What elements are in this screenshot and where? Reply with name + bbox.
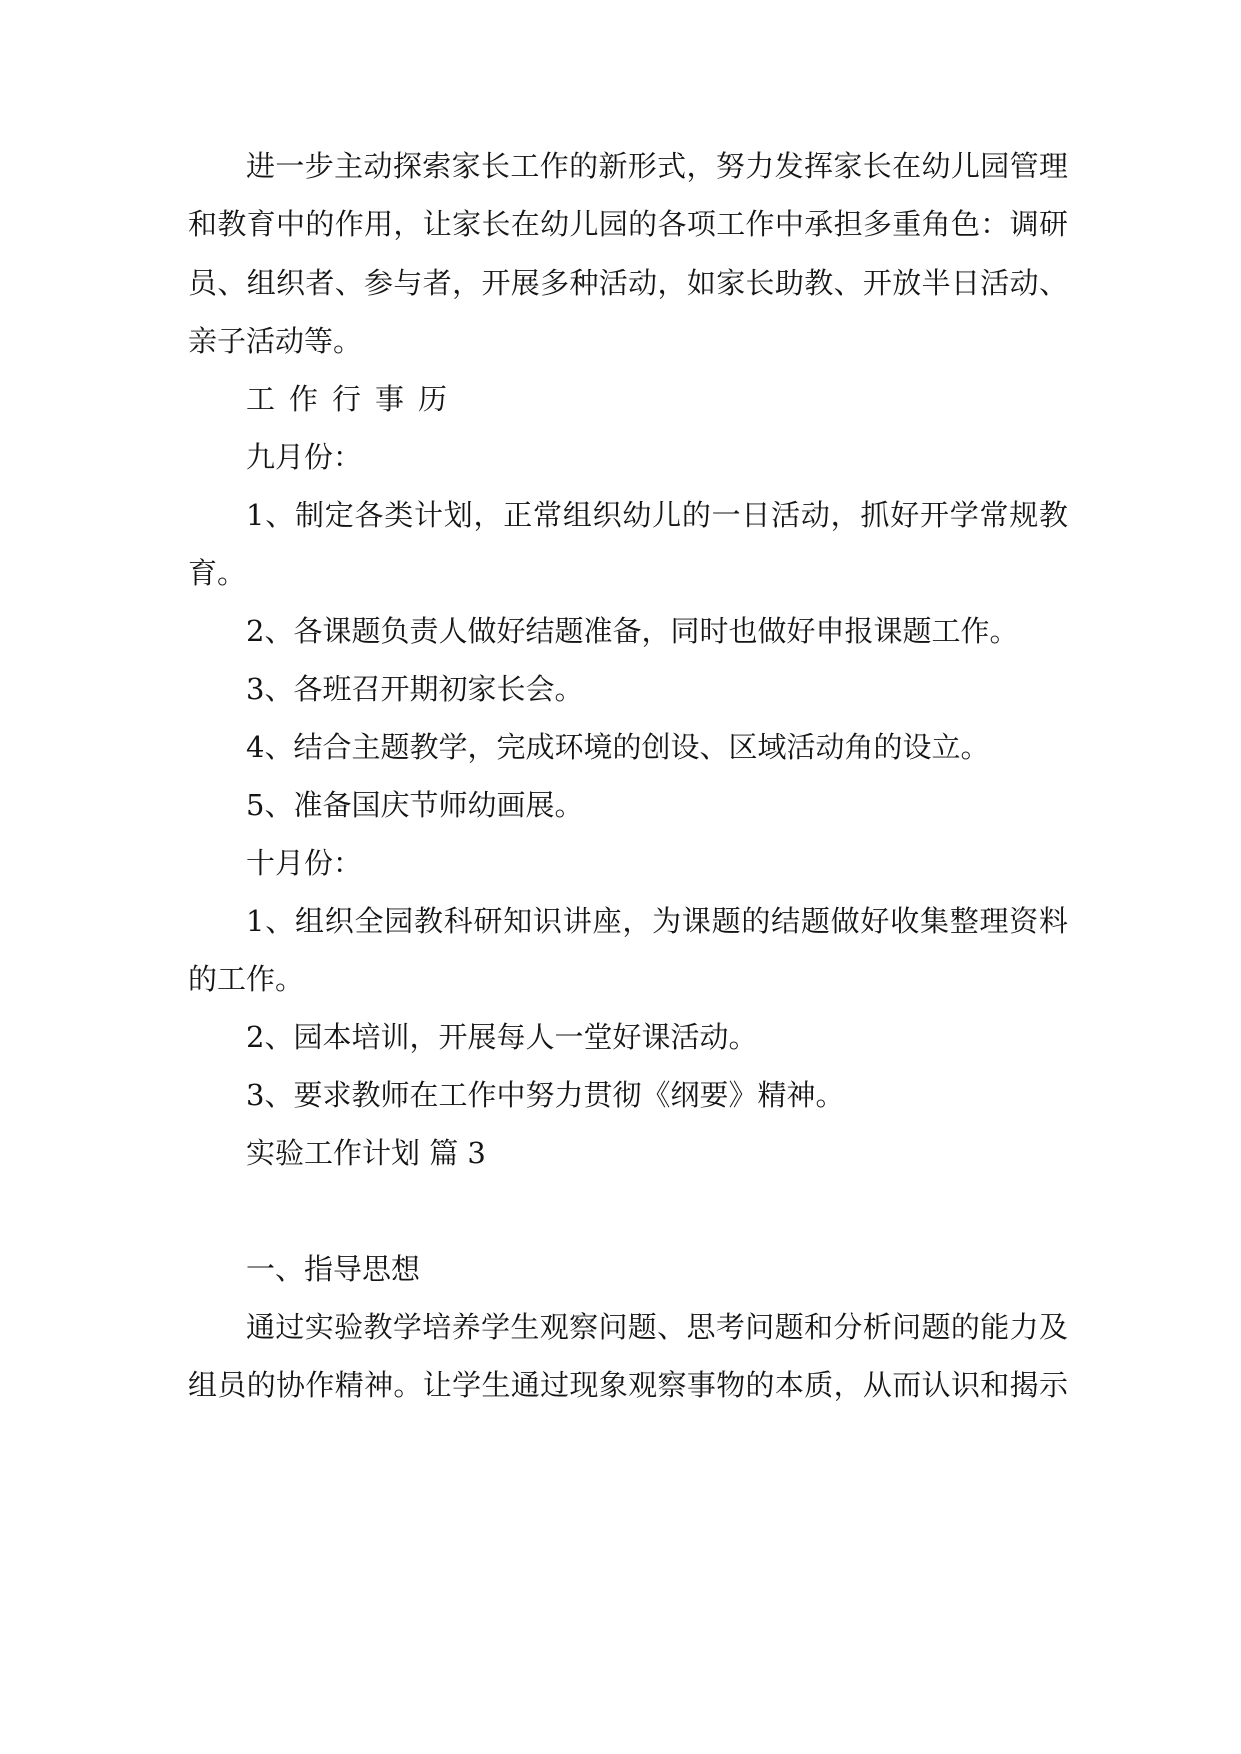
october-item-3: 3、要求教师在工作中努力贯彻《纲要》精神。 [246,1078,845,1112]
october-item-2: 2、园本培训，开展每人一堂好课活动。 [246,1020,758,1054]
october-item-1-cont: 的工作。 [188,962,305,996]
october-item-1: 1、组织全园教科研知识讲座，为课题的结题做好收集整理资料 [246,904,1068,938]
september-item-2: 2、各课题负责人做好结题准备，同时也做好申报课题工作。 [246,614,1019,648]
guiding-paragraph-line-2: 组员的协作精神。让学生通过现象观察事物的本质，从而认识和揭示 [188,1368,1068,1402]
paragraph-line-1: 进一步主动探索家长工作的新形式，努力发挥家长在幼儿园管理 [246,149,1068,183]
september-item-4: 4、结合主题教学，完成环境的创设、区域活动角的设立。 [246,730,990,764]
september-item-1: 1、制定各类计划，正常组织幼儿的一日活动，抓好开学常规教 [246,498,1068,532]
paragraph-line-2: 和教育中的作用，让家长在幼儿园的各项工作中承担多重角色：调研 [188,207,1068,241]
september-item-5: 5、准备国庆节师幼画展。 [246,788,584,822]
september-item-1-cont: 育。 [188,556,247,590]
month-heading-september: 九月份： [246,440,363,474]
paragraph-line-4: 亲子活动等。 [188,324,363,358]
paragraph-line-3: 员、组织者、参与者，开展多种活动，如家长助教、开放半日活动、 [188,266,1068,300]
september-item-3: 3、各班召开期初家长会。 [246,672,584,706]
heading-guiding-ideology: 一、指导思想 [246,1252,421,1286]
guiding-paragraph-line-1: 通过实验教学培养学生观察问题、思考问题和分析问题的能力及 [246,1310,1068,1344]
section-heading-calendar: 工作行事历 [246,382,462,416]
section-title-plan-3: 实验工作计划 篇 3 [246,1136,486,1170]
month-heading-october: 十月份： [246,846,363,880]
